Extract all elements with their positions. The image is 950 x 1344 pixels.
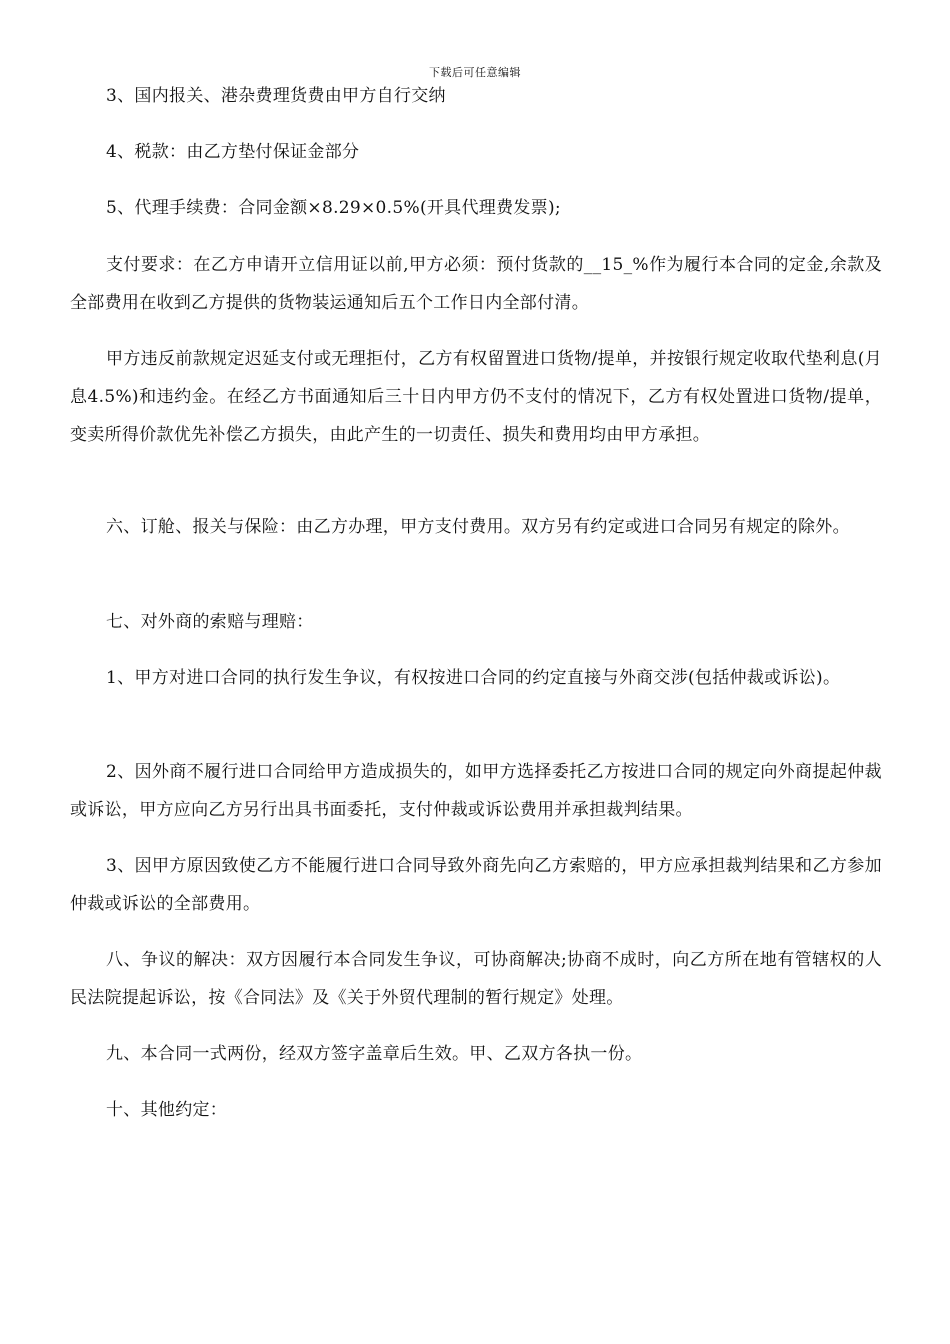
header-note: 下载后可任意编辑 (429, 66, 521, 79)
section-7-item-1: 1、甲方对进口合同的执行发生争议，有权按进口合同的约定直接与外商交涉(包括仲裁或诉讼)。 (106, 668, 841, 688)
section-10-other-terms: 十、其他约定： (106, 1100, 228, 1120)
section-7-heading: 七、对外商的索赔与理赔： (106, 612, 314, 632)
payment-requirement: 支付要求：在乙方申请开立信用证以前,甲方必须：预付货款的__15_%作为履行本合同的定金,余款及全部费用在收到乙方提供的货物装运通知后五个工作日内全部付清。 (70, 255, 882, 313)
section-7-item-2: 2、因外商不履行进口合同给甲方造成损失的，如甲方选择委托乙方按进口合同的规定向外商提起仲裁或诉讼，甲方应向乙方另行出具书面委托，支付仲裁或诉讼费用并承担裁判结果。 (70, 762, 882, 820)
late-payment-clause: 甲方违反前款规定迟延支付或无理拒付，乙方有权留置进口货物/提单，并按银行规定收取代垫利息(月息4.5%)和违约金。在经乙方书面通知后三十日内甲方仍不支付的情况下，乙方有权处置进口货物/提单，变卖所得价款优先补偿乙方损失，由此产生的一切责任、损失和费用均由甲方承担。 (70, 349, 882, 445)
clause-5-agency-fee: 5、代理手续费：合同金额×8.29×0.5%(开具代理费发票); (106, 198, 561, 218)
clause-3-port-fees: 3、国内报关、港杂费理货费由甲方自行交纳 (106, 86, 446, 106)
section-9-copies: 九、本合同一式两份，经双方签字盖章后生效。甲、乙双方各执一份。 (106, 1044, 643, 1064)
section-7-item-3: 3、因甲方原因致使乙方不能履行进口合同导致外商先向乙方索赔的，甲方应承担裁判结果和乙方参加仲裁或诉讼的全部费用。 (70, 856, 882, 914)
clause-4-tax: 4、税款：由乙方垫付保证金部分 (106, 142, 360, 162)
section-6-booking-customs-insurance: 六、订舱、报关与保险：由乙方办理，甲方支付费用。双方另有约定或进口合同另有规定的除外。 (106, 517, 850, 537)
section-8-dispute-resolution: 八、争议的解决：双方因履行本合同发生争议，可协商解决;协商不成时，向乙方所在地有管辖权的人民法院提起诉讼，按《合同法》及《关于外贸代理制的暂行规定》处理。 (70, 950, 882, 1008)
